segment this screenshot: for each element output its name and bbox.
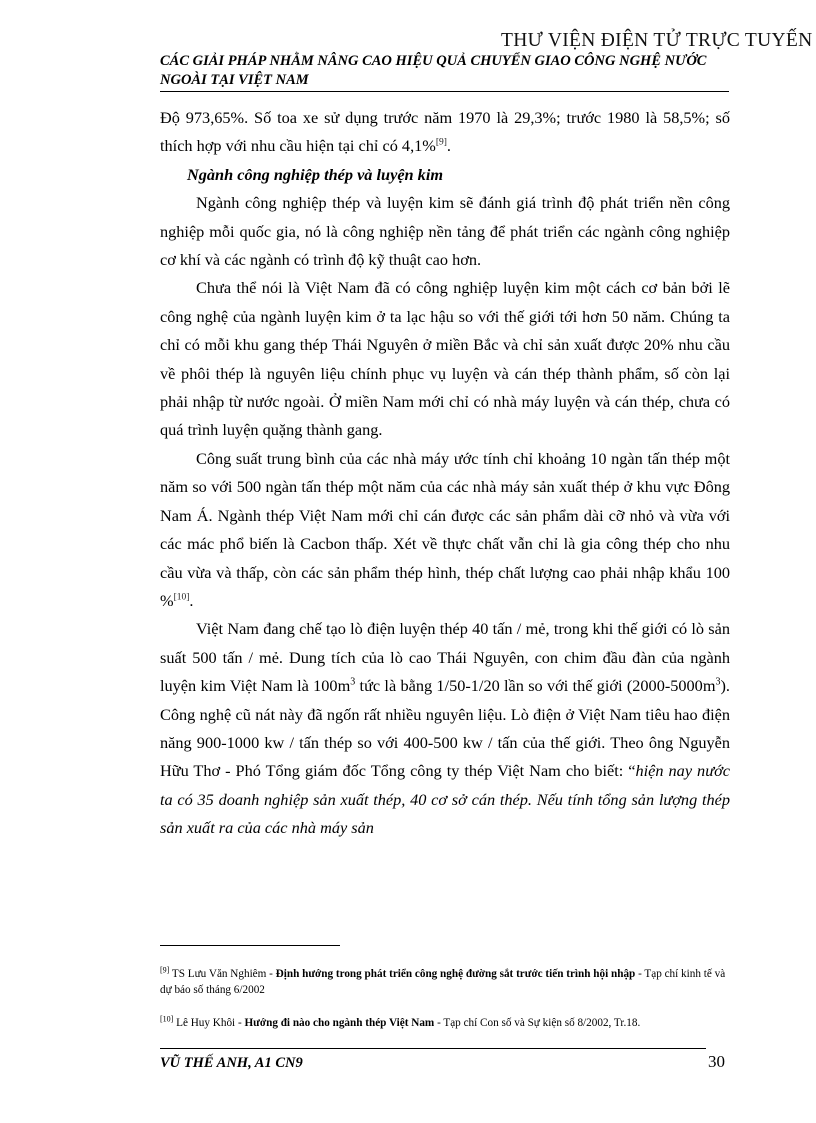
paragraph-text: Việt Nam đang chế tạo lò điện luyện thép 40 tấn / mẻ, trong khi thế giới có lò sản suất 500 tấn / mẻ. Dung tích của lò cao Thái Nguyên, con chim đầu đàn của ngành luyện kim Việt Nam là 100m [160, 619, 730, 696]
paragraph: Ngành công nghiệp thép và luyện kim sẽ đánh giá trình độ phát triển nền công nghiệp mỗi quốc gia, nó là công nghiệp nền tảng để phát triển các ngành công nghiệp cơ khí và các ngành có trình độ kỹ thuật cao hơn. [160, 193, 730, 270]
footnote-author: Lê Huy Khôi - [173, 1017, 245, 1029]
citation-ref-10[interactable]: [10] [173, 592, 190, 603]
footnote-author: TS Lưu Văn Nghiêm - [169, 968, 276, 980]
paragraph-text: Độ 973,65%. Số toa xe sử dụng trước năm 1970 là 29,3%; trước 1980 là 58,5%; số thích hợp với nhu cầu hiện tại chỉ có 4,1% [160, 108, 730, 156]
paragraph-text: . [446, 136, 451, 156]
header-rule [160, 91, 729, 92]
paragraph: Chưa thể nói là Việt Nam đã có công nghiệp luyện kim một cách cơ bản bởi lẽ công nghệ của ngành luyện kim ở ta lạc hậu so với thế giới tới hơn 50 năm. Chúng ta chỉ có mỗi khu gang thép Thái Nguyên ở miền Bắc và chỉ sản xuất được 20% nhu cầu về phôi thép là nguyên liệu chính phục vụ luyện và cán thép thành phẩm, số còn lại phải nhập từ nước ngoài. Ở miền Nam mới chỉ có nhà máy luyện và cán thép, chưa có quá trình luyện quặng thành gang. [160, 278, 730, 440]
watermark-text: THƯ VIỆN ĐIỆN TỬ TRỰC TUYẾN [501, 30, 813, 51]
footer-author: VŨ THẾ ANH, A1 CN9 [160, 1055, 303, 1071]
citation-ref-9[interactable]: [9] [435, 137, 447, 148]
superscript: 3 [350, 676, 356, 688]
paragraph-text: . [189, 590, 194, 610]
paragraph-continued [160, 104, 730, 161]
paragraph-text: Công suất trung bình của các nhà máy ước tính chỉ khoảng 10 ngàn tấn thép một năm so với 500 ngàn tấn thép một năm của các nhà máy sản xuất thép ở khu vực Đông Nam Á. Ngành thép Việt Nam mới chỉ cán được các sản phẩm dài cỡ nhỏ và vừa với các mác phổ biến là Cacbon thấp. Xét về thực chất vẫn chỉ là gia công thép cho nhu cầu vừa và thấp, còn các sản phẩm thép hình, thép chất lượng cao phải nhập khẩu 100 % [160, 448, 730, 610]
footnote-separator [160, 945, 340, 946]
paragraph-text: tức là bằng 1/50-1/20 lần so với thế giới (2000-5000m [355, 676, 716, 696]
footnote-title: Định hướng trong phát triển công nghệ đường sắt trước tiến trình hội nhập [275, 968, 636, 980]
footnote-number: [10] [160, 1014, 174, 1024]
page-header [160, 52, 732, 90]
superscript: 3 [715, 676, 721, 688]
paragraph [160, 445, 730, 615]
header-title-line-1: CÁC GIẢI PHÁP NHẰM NÂNG CAO HIỆU QUẢ CHUYỂN GIAO CÔNG NGHỆ NƯỚC [160, 53, 707, 69]
footnote-9 [160, 966, 730, 998]
main-content [160, 104, 730, 843]
footnote-title: Hướng đi nào cho ngành thép Việt Nam [244, 1017, 435, 1029]
header-title-line-2: NGOÀI TẠI VIỆT NAM [160, 72, 309, 88]
quote-text: hiện nay nước ta có 35 doanh nghiệp sản xuất thép, 40 cơ sở cán thép. Nếu tính tổng sản lượng thép sản xuất ra của các nhà máy sản [160, 761, 730, 838]
page-number: 30 [708, 1052, 725, 1071]
paragraph-text: ). Công nghệ cũ nát này đã ngốn rất nhiều nguyên liệu. Lò điện ở Việt Nam tiêu hao điện năng 900-1000 kw / tấn thép so với 400-500 kw / tấn của thế giới. Theo ông Nguyễn Hữu Thơ - Phó Tổng giám đốc Tổng công ty thép Việt Nam cho biết: “ [160, 676, 730, 781]
footnote-10 [160, 1015, 730, 1031]
footnote-source: - Tạp chí kinh tế và dự báo số tháng 6/2002 [160, 968, 726, 996]
paragraph [160, 615, 730, 842]
footer-rule [160, 1048, 706, 1049]
footnote-source: - Tạp chí Con số và Sự kiện số 8/2002, Tr.18. [434, 1017, 641, 1029]
footnote-number: [9] [160, 965, 170, 975]
section-heading: Ngành công nghiệp thép và luyện kim [187, 164, 444, 184]
